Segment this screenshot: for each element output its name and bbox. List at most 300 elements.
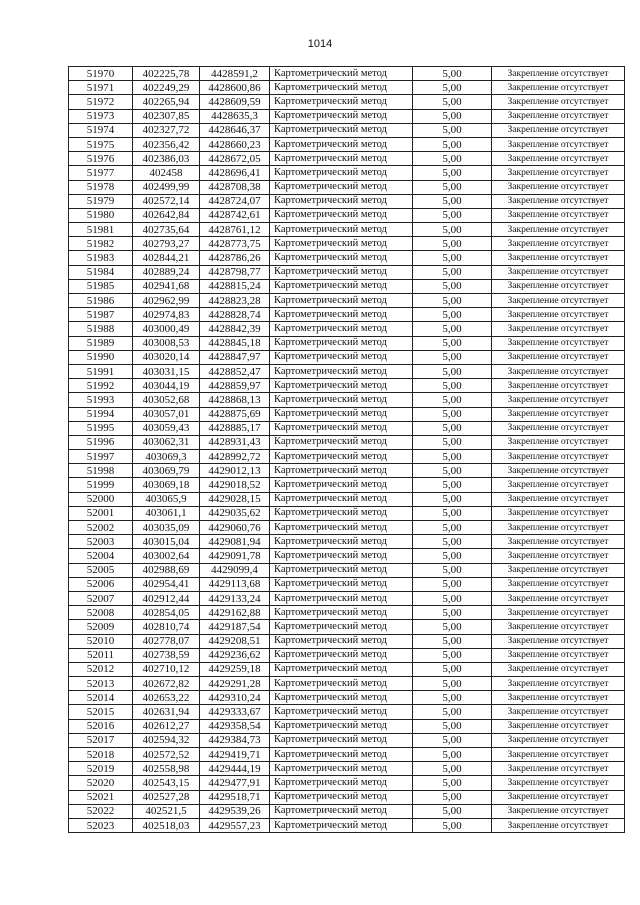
table-row: [69, 180, 625, 194]
fixation-cell: Закрепление отсутствует: [492, 705, 625, 719]
x-coordinate-cell: 402558,98: [133, 762, 200, 776]
point-number-cell: 51985: [69, 279, 133, 293]
x-coordinate-cell: 403062,31: [133, 435, 200, 449]
fixation-cell: Закрепление отсутствует: [492, 308, 625, 322]
table-row: [69, 407, 625, 421]
table-row: [69, 464, 625, 478]
point-number-cell: 52012: [69, 662, 133, 676]
fixation-cell: Закрепление отсутствует: [492, 123, 625, 137]
fixation-cell: Закрепление отсутствует: [492, 790, 625, 804]
y-coordinate-cell: 4429384,73: [200, 733, 270, 747]
fixation-cell: Закрепление отсутствует: [492, 591, 625, 605]
y-coordinate-cell: 4429091,78: [200, 549, 270, 563]
table-row: [69, 478, 625, 492]
table-row: [69, 81, 625, 95]
y-coordinate-cell: 4428591,2: [200, 67, 270, 81]
point-number-cell: 51990: [69, 350, 133, 364]
fixation-cell: Закрепление отсутствует: [492, 506, 625, 520]
y-coordinate-cell: 4429133,24: [200, 591, 270, 605]
accuracy-cell: 5,00: [413, 194, 492, 208]
method-cell: Картометрический метод: [270, 719, 413, 733]
accuracy-cell: 5,00: [413, 123, 492, 137]
table-row: [69, 450, 625, 464]
y-coordinate-cell: 4429060,76: [200, 521, 270, 535]
table-row: [69, 95, 625, 109]
accuracy-cell: 5,00: [413, 407, 492, 421]
y-coordinate-cell: 4429477,91: [200, 776, 270, 790]
y-coordinate-cell: 4429259,18: [200, 662, 270, 676]
table-row: [69, 691, 625, 705]
accuracy-cell: 5,00: [413, 790, 492, 804]
accuracy-cell: 5,00: [413, 521, 492, 535]
method-cell: Картометрический метод: [270, 279, 413, 293]
method-cell: Картометрический метод: [270, 379, 413, 393]
method-cell: Картометрический метод: [270, 691, 413, 705]
x-coordinate-cell: 402225,78: [133, 67, 200, 81]
accuracy-cell: 5,00: [413, 67, 492, 81]
table-row: [69, 620, 625, 634]
table-row: [69, 393, 625, 407]
fixation-cell: Закрепление отсутствует: [492, 478, 625, 492]
point-number-cell: 51994: [69, 407, 133, 421]
table-row: [69, 648, 625, 662]
method-cell: Картометрический метод: [270, 194, 413, 208]
y-coordinate-cell: 4428798,77: [200, 265, 270, 279]
point-number-cell: 51996: [69, 435, 133, 449]
y-coordinate-cell: 4429557,23: [200, 818, 270, 832]
y-coordinate-cell: 4428724,07: [200, 194, 270, 208]
fixation-cell: Закрепление отсутствует: [492, 265, 625, 279]
method-cell: Картометрический метод: [270, 152, 413, 166]
fixation-cell: Закрепление отсутствует: [492, 294, 625, 308]
fixation-cell: Закрепление отсутствует: [492, 549, 625, 563]
table-row: [69, 762, 625, 776]
point-number-cell: 52016: [69, 719, 133, 733]
x-coordinate-cell: 402386,03: [133, 152, 200, 166]
page-number: 1014: [307, 38, 333, 50]
y-coordinate-cell: 4428885,17: [200, 421, 270, 435]
x-coordinate-cell: 402735,64: [133, 223, 200, 237]
accuracy-cell: 5,00: [413, 379, 492, 393]
y-coordinate-cell: 4429018,52: [200, 478, 270, 492]
fixation-cell: Закрепление отсутствует: [492, 421, 625, 435]
x-coordinate-cell: 402810,74: [133, 620, 200, 634]
table-row: [69, 364, 625, 378]
x-coordinate-cell: 402521,5: [133, 804, 200, 818]
method-cell: Картометрический метод: [270, 634, 413, 648]
y-coordinate-cell: 4429012,13: [200, 464, 270, 478]
x-coordinate-cell: 402778,07: [133, 634, 200, 648]
fixation-cell: Закрепление отсутствует: [492, 818, 625, 832]
y-coordinate-cell: 4429291,28: [200, 677, 270, 691]
y-coordinate-cell: 4429358,54: [200, 719, 270, 733]
accuracy-cell: 5,00: [413, 109, 492, 123]
x-coordinate-cell: 402499,99: [133, 180, 200, 194]
method-cell: Картометрический метод: [270, 492, 413, 506]
coordinates-table: [68, 66, 625, 833]
accuracy-cell: 5,00: [413, 137, 492, 151]
y-coordinate-cell: 4428635,3: [200, 109, 270, 123]
accuracy-cell: 5,00: [413, 818, 492, 832]
method-cell: Картометрический метод: [270, 620, 413, 634]
x-coordinate-cell: 403069,3: [133, 450, 200, 464]
method-cell: Картометрический метод: [270, 308, 413, 322]
method-cell: Картометрический метод: [270, 506, 413, 520]
fixation-cell: Закрепление отсутствует: [492, 137, 625, 151]
method-cell: Картометрический метод: [270, 762, 413, 776]
x-coordinate-cell: 402631,94: [133, 705, 200, 719]
accuracy-cell: 5,00: [413, 294, 492, 308]
table-row: [69, 549, 625, 563]
x-coordinate-cell: 402572,52: [133, 748, 200, 762]
method-cell: Картометрический метод: [270, 535, 413, 549]
accuracy-cell: 5,00: [413, 677, 492, 691]
fixation-cell: Закрепление отсутствует: [492, 194, 625, 208]
method-cell: Картометрический метод: [270, 95, 413, 109]
fixation-cell: Закрепление отсутствует: [492, 748, 625, 762]
point-number-cell: 52023: [69, 818, 133, 832]
x-coordinate-cell: 403020,14: [133, 350, 200, 364]
x-coordinate-cell: 403065,9: [133, 492, 200, 506]
point-number-cell: 51982: [69, 237, 133, 251]
y-coordinate-cell: 4429113,68: [200, 577, 270, 591]
y-coordinate-cell: 4429236,62: [200, 648, 270, 662]
y-coordinate-cell: 4428600,86: [200, 81, 270, 95]
point-number-cell: 52019: [69, 762, 133, 776]
table-row: [69, 194, 625, 208]
method-cell: Картометрический метод: [270, 521, 413, 535]
method-cell: Картометрический метод: [270, 223, 413, 237]
fixation-cell: Закрепление отсутствует: [492, 492, 625, 506]
accuracy-cell: 5,00: [413, 95, 492, 109]
method-cell: Картометрический метод: [270, 322, 413, 336]
method-cell: Картометрический метод: [270, 137, 413, 151]
y-coordinate-cell: 4429208,51: [200, 634, 270, 648]
x-coordinate-cell: 402974,83: [133, 308, 200, 322]
y-coordinate-cell: 4429518,71: [200, 790, 270, 804]
x-coordinate-cell: 403069,18: [133, 478, 200, 492]
accuracy-cell: 5,00: [413, 620, 492, 634]
table-row: [69, 294, 625, 308]
point-number-cell: 51999: [69, 478, 133, 492]
method-cell: Картометрический метод: [270, 294, 413, 308]
fixation-cell: Закрепление отсутствует: [492, 223, 625, 237]
fixation-cell: Закрепление отсутствует: [492, 719, 625, 733]
fixation-cell: Закрепление отсутствует: [492, 733, 625, 747]
method-cell: Картометрический метод: [270, 591, 413, 605]
table-row: [69, 577, 625, 591]
accuracy-cell: 5,00: [413, 251, 492, 265]
x-coordinate-cell: 402612,27: [133, 719, 200, 733]
method-cell: Картометрический метод: [270, 549, 413, 563]
y-coordinate-cell: 4428842,39: [200, 322, 270, 336]
fixation-cell: Закрепление отсутствует: [492, 464, 625, 478]
x-coordinate-cell: 402912,44: [133, 591, 200, 605]
point-number-cell: 51973: [69, 109, 133, 123]
table-row: [69, 535, 625, 549]
method-cell: Картометрический метод: [270, 109, 413, 123]
accuracy-cell: 5,00: [413, 748, 492, 762]
x-coordinate-cell: 402518,03: [133, 818, 200, 832]
point-number-cell: 52010: [69, 634, 133, 648]
fixation-cell: Закрепление отсутствует: [492, 81, 625, 95]
x-coordinate-cell: 403069,79: [133, 464, 200, 478]
method-cell: Картометрический метод: [270, 237, 413, 251]
accuracy-cell: 5,00: [413, 81, 492, 95]
accuracy-cell: 5,00: [413, 393, 492, 407]
y-coordinate-cell: 4428646,37: [200, 123, 270, 137]
table-row: [69, 748, 625, 762]
x-coordinate-cell: 402265,94: [133, 95, 200, 109]
y-coordinate-cell: 4428708,38: [200, 180, 270, 194]
point-number-cell: 51974: [69, 123, 133, 137]
accuracy-cell: 5,00: [413, 492, 492, 506]
x-coordinate-cell: 402642,84: [133, 208, 200, 222]
x-coordinate-cell: 402356,42: [133, 137, 200, 151]
x-coordinate-cell: 402572,14: [133, 194, 200, 208]
table-row: [69, 634, 625, 648]
accuracy-cell: 5,00: [413, 435, 492, 449]
fixation-cell: Закрепление отсутствует: [492, 535, 625, 549]
fixation-cell: Закрепление отсутствует: [492, 435, 625, 449]
fixation-cell: Закрепление отсутствует: [492, 166, 625, 180]
point-number-cell: 51997: [69, 450, 133, 464]
fixation-cell: Закрепление отсутствует: [492, 109, 625, 123]
point-number-cell: 52018: [69, 748, 133, 762]
y-coordinate-cell: 4429099,4: [200, 563, 270, 577]
method-cell: Картометрический метод: [270, 336, 413, 350]
method-cell: Картометрический метод: [270, 677, 413, 691]
point-number-cell: 52005: [69, 563, 133, 577]
x-coordinate-cell: 402327,72: [133, 123, 200, 137]
fixation-cell: Закрепление отсутствует: [492, 251, 625, 265]
accuracy-cell: 5,00: [413, 265, 492, 279]
table-row: [69, 379, 625, 393]
y-coordinate-cell: 4428742,61: [200, 208, 270, 222]
x-coordinate-cell: 403035,09: [133, 521, 200, 535]
accuracy-cell: 5,00: [413, 223, 492, 237]
method-cell: Картометрический метод: [270, 123, 413, 137]
accuracy-cell: 5,00: [413, 549, 492, 563]
fixation-cell: Закрепление отсутствует: [492, 393, 625, 407]
fixation-cell: Закрепление отсутствует: [492, 662, 625, 676]
table-row: [69, 251, 625, 265]
point-number-cell: 51971: [69, 81, 133, 95]
x-coordinate-cell: 402307,85: [133, 109, 200, 123]
y-coordinate-cell: 4428660,23: [200, 137, 270, 151]
method-cell: Картометрический метод: [270, 748, 413, 762]
accuracy-cell: 5,00: [413, 308, 492, 322]
x-coordinate-cell: 402543,15: [133, 776, 200, 790]
method-cell: Картометрический метод: [270, 208, 413, 222]
fixation-cell: Закрепление отсутствует: [492, 407, 625, 421]
point-number-cell: 52008: [69, 606, 133, 620]
fixation-cell: Закрепление отсутствует: [492, 648, 625, 662]
table-row: [69, 109, 625, 123]
point-number-cell: 51981: [69, 223, 133, 237]
y-coordinate-cell: 4428761,12: [200, 223, 270, 237]
y-coordinate-cell: 4429444,19: [200, 762, 270, 776]
point-number-cell: 52004: [69, 549, 133, 563]
fixation-cell: Закрепление отсутствует: [492, 450, 625, 464]
y-coordinate-cell: 4428815,24: [200, 279, 270, 293]
y-coordinate-cell: 4429028,15: [200, 492, 270, 506]
point-number-cell: 51978: [69, 180, 133, 194]
table-row: [69, 818, 625, 832]
table-row: [69, 237, 625, 251]
point-number-cell: 51988: [69, 322, 133, 336]
y-coordinate-cell: 4429081,94: [200, 535, 270, 549]
accuracy-cell: 5,00: [413, 279, 492, 293]
y-coordinate-cell: 4429162,88: [200, 606, 270, 620]
y-coordinate-cell: 4428852,47: [200, 364, 270, 378]
accuracy-cell: 5,00: [413, 705, 492, 719]
accuracy-cell: 5,00: [413, 591, 492, 605]
method-cell: Картометрический метод: [270, 563, 413, 577]
table-row: [69, 776, 625, 790]
y-coordinate-cell: 4428828,74: [200, 308, 270, 322]
accuracy-cell: 5,00: [413, 648, 492, 662]
y-coordinate-cell: 4429419,71: [200, 748, 270, 762]
point-number-cell: 52001: [69, 506, 133, 520]
accuracy-cell: 5,00: [413, 634, 492, 648]
x-coordinate-cell: 402249,29: [133, 81, 200, 95]
method-cell: Картометрический метод: [270, 421, 413, 435]
table-row: [69, 421, 625, 435]
x-coordinate-cell: 402889,24: [133, 265, 200, 279]
fixation-cell: Закрепление отсутствует: [492, 336, 625, 350]
point-number-cell: 51980: [69, 208, 133, 222]
accuracy-cell: 5,00: [413, 577, 492, 591]
x-coordinate-cell: 402941,68: [133, 279, 200, 293]
table-row: [69, 506, 625, 520]
accuracy-cell: 5,00: [413, 506, 492, 520]
fixation-cell: Закрепление отсутствует: [492, 620, 625, 634]
fixation-cell: Закрепление отсутствует: [492, 208, 625, 222]
method-cell: Картометрический метод: [270, 818, 413, 832]
x-coordinate-cell: 402954,41: [133, 577, 200, 591]
x-coordinate-cell: 402458: [133, 166, 200, 180]
accuracy-cell: 5,00: [413, 180, 492, 194]
point-number-cell: 52013: [69, 677, 133, 691]
point-number-cell: 52011: [69, 648, 133, 662]
method-cell: Картометрический метод: [270, 804, 413, 818]
x-coordinate-cell: 402988,69: [133, 563, 200, 577]
method-cell: Картометрический метод: [270, 166, 413, 180]
point-number-cell: 52006: [69, 577, 133, 591]
x-coordinate-cell: 402594,32: [133, 733, 200, 747]
x-coordinate-cell: 402738,59: [133, 648, 200, 662]
point-number-cell: 51979: [69, 194, 133, 208]
method-cell: Картометрический метод: [270, 478, 413, 492]
point-number-cell: 51970: [69, 67, 133, 81]
y-coordinate-cell: 4428875,69: [200, 407, 270, 421]
table-body: [69, 67, 625, 833]
y-coordinate-cell: 4428696,41: [200, 166, 270, 180]
accuracy-cell: 5,00: [413, 421, 492, 435]
x-coordinate-cell: 402672,82: [133, 677, 200, 691]
method-cell: Картометрический метод: [270, 776, 413, 790]
accuracy-cell: 5,00: [413, 450, 492, 464]
table-row: [69, 705, 625, 719]
table-row: [69, 591, 625, 605]
table-row: [69, 662, 625, 676]
x-coordinate-cell: 403000,49: [133, 322, 200, 336]
table-row: [69, 123, 625, 137]
point-number-cell: 52022: [69, 804, 133, 818]
table-row: [69, 137, 625, 151]
method-cell: Картометрический метод: [270, 180, 413, 194]
table-row: [69, 308, 625, 322]
x-coordinate-cell: 403061,1: [133, 506, 200, 520]
y-coordinate-cell: 4428847,97: [200, 350, 270, 364]
method-cell: Картометрический метод: [270, 733, 413, 747]
method-cell: Картометрический метод: [270, 464, 413, 478]
point-number-cell: 52002: [69, 521, 133, 535]
accuracy-cell: 5,00: [413, 662, 492, 676]
method-cell: Картометрический метод: [270, 81, 413, 95]
fixation-cell: Закрепление отсутствует: [492, 521, 625, 535]
point-number-cell: 52021: [69, 790, 133, 804]
point-number-cell: 51992: [69, 379, 133, 393]
point-number-cell: 52003: [69, 535, 133, 549]
x-coordinate-cell: 402844,21: [133, 251, 200, 265]
method-cell: Картометрический метод: [270, 705, 413, 719]
x-coordinate-cell: 403008,53: [133, 336, 200, 350]
point-number-cell: 52014: [69, 691, 133, 705]
table-row: [69, 492, 625, 506]
table-row: [69, 279, 625, 293]
y-coordinate-cell: 4428992,72: [200, 450, 270, 464]
method-cell: Картометрический метод: [270, 67, 413, 81]
y-coordinate-cell: 4428773,75: [200, 237, 270, 251]
fixation-cell: Закрепление отсутствует: [492, 350, 625, 364]
fixation-cell: Закрепление отсутствует: [492, 279, 625, 293]
method-cell: Картометрический метод: [270, 435, 413, 449]
point-number-cell: 52007: [69, 591, 133, 605]
y-coordinate-cell: 4428786,26: [200, 251, 270, 265]
accuracy-cell: 5,00: [413, 478, 492, 492]
fixation-cell: Закрепление отсутствует: [492, 322, 625, 336]
table-row: [69, 790, 625, 804]
fixation-cell: Закрепление отсутствует: [492, 677, 625, 691]
table-row: [69, 322, 625, 336]
table-row: [69, 350, 625, 364]
table-row: [69, 223, 625, 237]
accuracy-cell: 5,00: [413, 364, 492, 378]
x-coordinate-cell: 403031,15: [133, 364, 200, 378]
point-number-cell: 51984: [69, 265, 133, 279]
accuracy-cell: 5,00: [413, 804, 492, 818]
accuracy-cell: 5,00: [413, 719, 492, 733]
fixation-cell: Закрепление отсутствует: [492, 634, 625, 648]
y-coordinate-cell: 4429310,24: [200, 691, 270, 705]
point-number-cell: 51991: [69, 364, 133, 378]
accuracy-cell: 5,00: [413, 336, 492, 350]
y-coordinate-cell: 4429187,54: [200, 620, 270, 634]
accuracy-cell: 5,00: [413, 152, 492, 166]
method-cell: Картометрический метод: [270, 577, 413, 591]
y-coordinate-cell: 4428845,18: [200, 336, 270, 350]
y-coordinate-cell: 4428672,05: [200, 152, 270, 166]
x-coordinate-cell: 403057,01: [133, 407, 200, 421]
point-number-cell: 51987: [69, 308, 133, 322]
fixation-cell: Закрепление отсутствует: [492, 152, 625, 166]
table-row: [69, 804, 625, 818]
table-row: [69, 152, 625, 166]
fixation-cell: Закрепление отсутствует: [492, 364, 625, 378]
x-coordinate-cell: 402527,28: [133, 790, 200, 804]
